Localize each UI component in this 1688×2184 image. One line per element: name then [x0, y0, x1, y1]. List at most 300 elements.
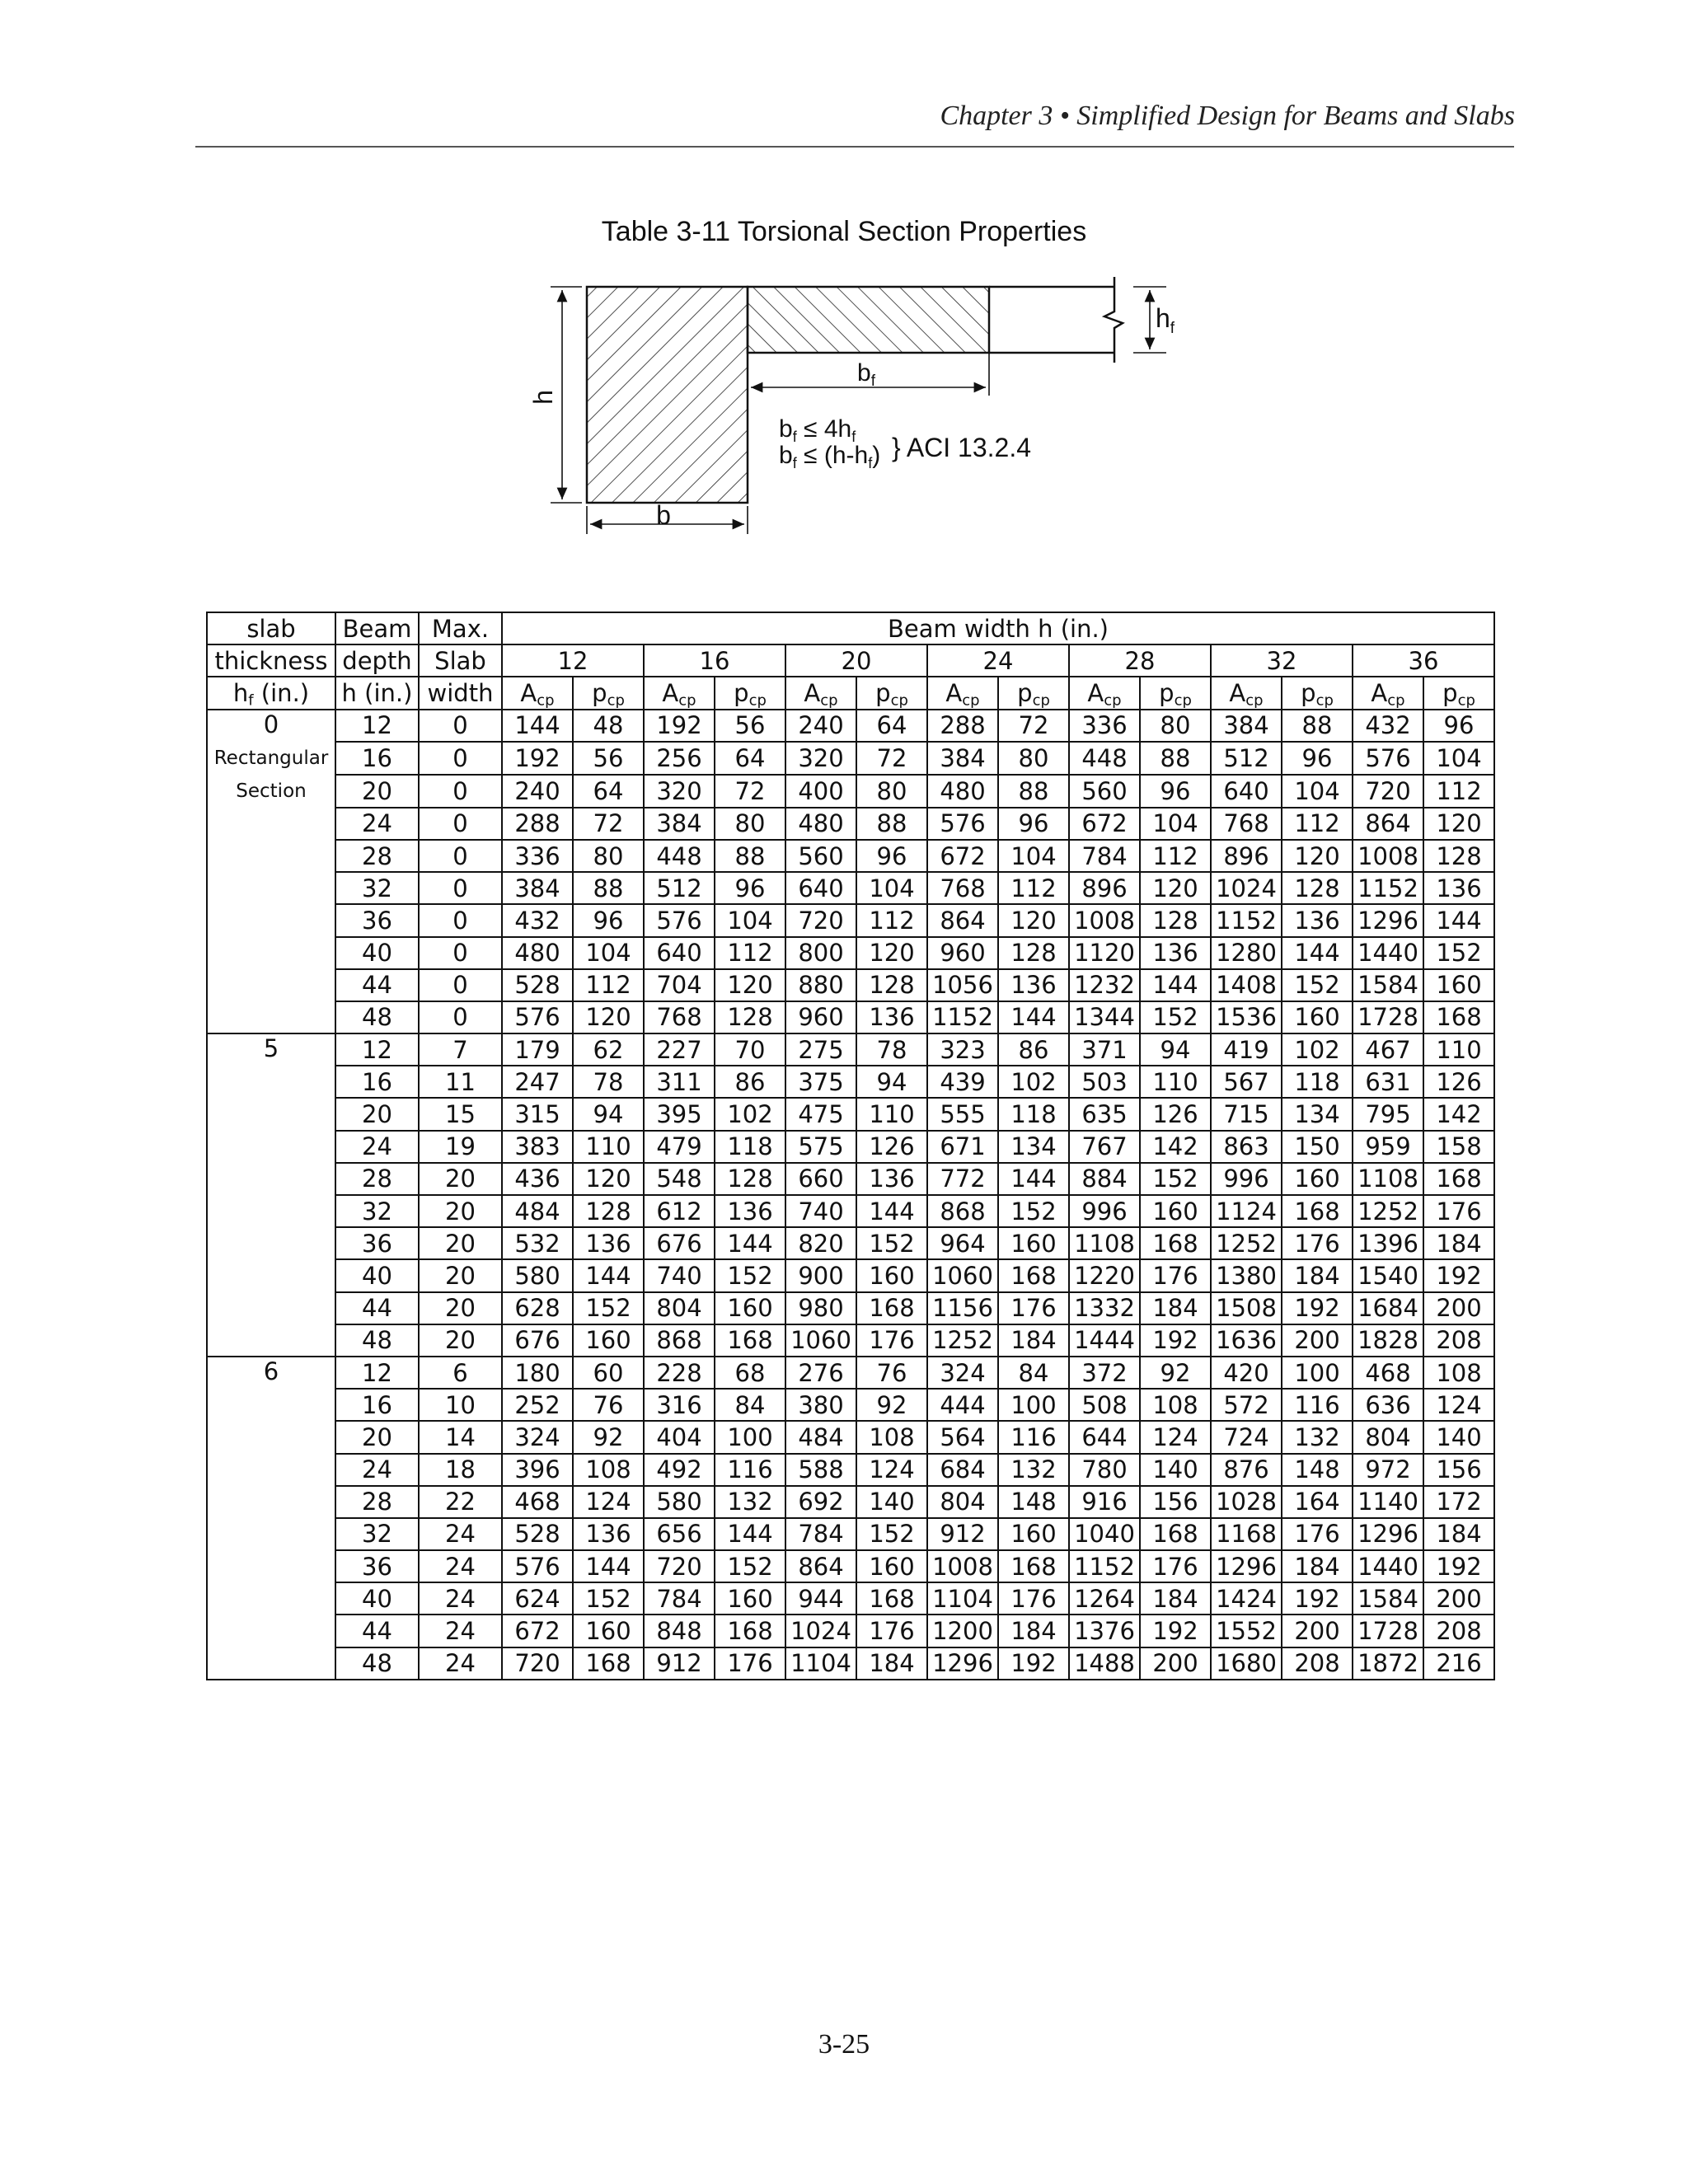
table-row: [207, 1615, 1494, 1647]
hf-label: $h_f$: [1156, 303, 1175, 337]
acp-cell: 772: [927, 1163, 998, 1195]
pcp-cell: 144: [998, 1001, 1069, 1033]
max-slab-width-cell: 24: [419, 1550, 502, 1582]
beam-depth-cell: 48: [335, 1001, 419, 1033]
beam-depth-cell: 44: [335, 1615, 419, 1647]
acp-cell: 1056: [927, 969, 998, 1001]
pcp-cell: 184: [1423, 1227, 1494, 1259]
pcp-cell: 136: [856, 1163, 927, 1195]
acp-cell: 631: [1353, 1066, 1423, 1098]
acp-cell: 572: [1211, 1389, 1282, 1421]
pcp-cell: 144: [1140, 969, 1211, 1001]
pcp-cell: 168: [715, 1615, 785, 1647]
acp-cell: 1152: [1211, 904, 1282, 936]
table-title: Table 3-11 Torsional Section Properties: [601, 216, 1087, 247]
slab-thickness-cell: [207, 1324, 335, 1357]
acp-cell: 1152: [1069, 1550, 1140, 1582]
header-acp: $A_{cp}$: [1353, 677, 1423, 709]
acp-cell: 384: [644, 808, 715, 840]
max-slab-width-cell: 20: [419, 1259, 502, 1291]
beam-depth-cell: 20: [335, 1098, 419, 1130]
beam-depth-cell: 28: [335, 840, 419, 872]
pcp-cell: 64: [573, 775, 644, 808]
acp-cell: 1408: [1211, 969, 1282, 1001]
table-row: [207, 710, 1494, 742]
pcp-cell: 72: [856, 742, 927, 775]
header-max-slab: Slab: [419, 644, 502, 677]
acp-cell: 228: [644, 1357, 715, 1389]
slab-thickness-cell: [207, 1033, 335, 1066]
acp-cell: 336: [502, 840, 573, 872]
b-label: b: [656, 500, 671, 530]
max-slab-width-cell: 7: [419, 1033, 502, 1066]
pcp-cell: 152: [573, 1582, 644, 1615]
header-acp: $A_{cp}$: [502, 677, 573, 709]
pcp-cell: 168: [1423, 1001, 1494, 1033]
pcp-cell: 120: [573, 1001, 644, 1033]
table-row: [207, 808, 1494, 840]
acp-cell: 179: [502, 1033, 573, 1066]
header-row-3: [207, 677, 1494, 709]
pcp-cell: 100: [1282, 1357, 1353, 1389]
acp-cell: 420: [1211, 1357, 1282, 1389]
pcp-cell: 128: [1423, 840, 1494, 872]
max-slab-width-cell: 24: [419, 1647, 502, 1680]
acp-cell: 1028: [1211, 1486, 1282, 1518]
table-row: [207, 1647, 1494, 1680]
table-row: [207, 1421, 1494, 1453]
table-row: [207, 1259, 1494, 1291]
pcp-cell: 200: [1423, 1582, 1494, 1615]
pcp-cell: 88: [998, 775, 1069, 808]
break-line: [1104, 277, 1123, 363]
table-row: [207, 904, 1494, 936]
acp-cell: 1060: [927, 1259, 998, 1291]
pcp-cell: 136: [856, 1001, 927, 1033]
pcp-cell: 96: [998, 808, 1069, 840]
header-width-28: 28: [1069, 644, 1211, 677]
acp-cell: 720: [644, 1550, 715, 1582]
running-head: Chapter 3 • Simplified Design for Beams and Slabs: [940, 101, 1515, 131]
pcp-cell: 184: [856, 1647, 927, 1680]
acp-cell: 864: [927, 904, 998, 936]
pcp-cell: 126: [1423, 1066, 1494, 1098]
slab-thickness-cell: [207, 937, 335, 969]
beam-depth-cell: 12: [335, 1033, 419, 1066]
pcp-cell: 184: [1140, 1582, 1211, 1615]
pcp-cell: 160: [856, 1550, 927, 1582]
acp-cell: 383: [502, 1131, 573, 1163]
pcp-cell: 208: [1423, 1324, 1494, 1357]
pcp-cell: 124: [856, 1454, 927, 1486]
pcp-cell: 152: [856, 1227, 927, 1259]
acp-cell: 588: [785, 1454, 856, 1486]
max-slab-width-cell: 22: [419, 1486, 502, 1518]
pcp-cell: 152: [1423, 937, 1494, 969]
max-slab-width-cell: 24: [419, 1518, 502, 1550]
acp-cell: 740: [644, 1259, 715, 1291]
pcp-cell: 132: [715, 1486, 785, 1518]
table-row: [207, 1518, 1494, 1550]
pcp-cell: 152: [715, 1550, 785, 1582]
pcp-cell: 126: [856, 1131, 927, 1163]
pcp-cell: 88: [715, 840, 785, 872]
acp-cell: 324: [502, 1421, 573, 1453]
pcp-cell: 72: [998, 710, 1069, 742]
pcp-cell: 94: [1140, 1033, 1211, 1066]
beam-depth-cell: 28: [335, 1163, 419, 1195]
acp-cell: 684: [927, 1454, 998, 1486]
acp-cell: 503: [1069, 1066, 1140, 1098]
pcp-cell: 208: [1282, 1647, 1353, 1680]
pcp-cell: 110: [1140, 1066, 1211, 1098]
acp-cell: 1296: [1211, 1550, 1282, 1582]
header-row-1: [207, 612, 1494, 644]
flange-limit-eq1: $b_f \le 4h_f$: [779, 415, 856, 445]
pcp-cell: 136: [1423, 872, 1494, 904]
acp-cell: 567: [1211, 1066, 1282, 1098]
acp-cell: 555: [927, 1098, 998, 1130]
acp-cell: 492: [644, 1454, 715, 1486]
pcp-cell: 102: [715, 1098, 785, 1130]
max-slab-width-cell: 19: [419, 1131, 502, 1163]
acp-cell: 1508: [1211, 1292, 1282, 1324]
acp-cell: 580: [502, 1259, 573, 1291]
acp-cell: 628: [502, 1292, 573, 1324]
pcp-cell: 160: [998, 1227, 1069, 1259]
acp-cell: 1396: [1353, 1227, 1423, 1259]
beam-depth-cell: 12: [335, 710, 419, 742]
acp-cell: 876: [1211, 1454, 1282, 1486]
max-slab-width-cell: 20: [419, 1292, 502, 1324]
header-width-16: 16: [644, 644, 785, 677]
header-width-20: 20: [785, 644, 927, 677]
header-beam-depth: Beam: [335, 612, 419, 644]
pcp-cell: 144: [998, 1163, 1069, 1195]
header-pcp: $p_{cp}$: [1282, 677, 1353, 709]
acp-cell: 1008: [1069, 904, 1140, 936]
acp-cell: 468: [1353, 1357, 1423, 1389]
slab-thickness-cell: [207, 1259, 335, 1291]
pcp-cell: 108: [1423, 1357, 1494, 1389]
pcp-cell: 132: [1282, 1421, 1353, 1453]
slab-thickness-cell: [207, 1615, 335, 1647]
acp-cell: 804: [644, 1292, 715, 1324]
pcp-cell: 142: [1140, 1131, 1211, 1163]
acp-cell: 1552: [1211, 1615, 1282, 1647]
pcp-cell: 156: [1140, 1486, 1211, 1518]
acp-cell: 560: [1069, 775, 1140, 808]
acp-cell: 640: [1211, 775, 1282, 808]
pcp-cell: 152: [1282, 969, 1353, 1001]
pcp-cell: 118: [1282, 1066, 1353, 1098]
acp-cell: 315: [502, 1098, 573, 1130]
pcp-cell: 104: [856, 872, 927, 904]
pcp-cell: 184: [1282, 1259, 1353, 1291]
pcp-cell: 76: [856, 1357, 927, 1389]
acp-cell: 384: [927, 742, 998, 775]
beam-depth-cell: 32: [335, 1195, 419, 1227]
acp-cell: 804: [1353, 1421, 1423, 1453]
acp-cell: 448: [1069, 742, 1140, 775]
acp-cell: 1296: [1353, 1518, 1423, 1550]
acp-cell: 227: [644, 1033, 715, 1066]
beam-depth-cell: 36: [335, 1227, 419, 1259]
acp-cell: 636: [1353, 1389, 1423, 1421]
pcp-cell: 64: [856, 710, 927, 742]
beam-depth-cell: 28: [335, 1486, 419, 1518]
acp-cell: 400: [785, 775, 856, 808]
pcp-cell: 128: [1140, 904, 1211, 936]
pcp-cell: 92: [856, 1389, 927, 1421]
pcp-cell: 168: [998, 1550, 1069, 1582]
acp-cell: 1060: [785, 1324, 856, 1357]
pcp-cell: 144: [715, 1227, 785, 1259]
pcp-cell: 128: [573, 1195, 644, 1227]
acp-cell: 1636: [1211, 1324, 1282, 1357]
acp-cell: 316: [644, 1389, 715, 1421]
acp-cell: 1108: [1353, 1163, 1423, 1195]
beam-depth-cell: 36: [335, 904, 419, 936]
pcp-cell: 72: [715, 775, 785, 808]
table-row: [207, 1066, 1494, 1098]
acp-cell: 784: [644, 1582, 715, 1615]
acp-cell: 1008: [927, 1550, 998, 1582]
pcp-cell: 140: [1423, 1421, 1494, 1453]
beam-depth-cell: 32: [335, 872, 419, 904]
max-slab-width-cell: 24: [419, 1582, 502, 1615]
slab-thickness-cell: [207, 1195, 335, 1227]
pcp-cell: 168: [998, 1259, 1069, 1291]
slab-thickness-cell: [207, 1001, 335, 1033]
pcp-cell: 160: [715, 1582, 785, 1615]
slab-thickness-cell: [207, 1486, 335, 1518]
acp-cell: 320: [785, 742, 856, 775]
acp-cell: 479: [644, 1131, 715, 1163]
pcp-cell: 102: [998, 1066, 1069, 1098]
pcp-cell: 110: [856, 1098, 927, 1130]
pcp-cell: 144: [715, 1518, 785, 1550]
acp-cell: 1444: [1069, 1324, 1140, 1357]
aci-reference: } ACI 13.2.4: [892, 433, 1032, 462]
table-row: [207, 1001, 1494, 1033]
beam-depth-cell: 20: [335, 775, 419, 808]
acp-cell: 896: [1211, 840, 1282, 872]
pcp-cell: 104: [1282, 775, 1353, 808]
pcp-cell: 86: [998, 1033, 1069, 1066]
acp-cell: 256: [644, 742, 715, 775]
pcp-cell: 96: [715, 872, 785, 904]
pcp-cell: 120: [573, 1163, 644, 1195]
slab-thickness-cell: [207, 1454, 335, 1486]
slab-thickness-cell: [207, 904, 335, 936]
acp-cell: 240: [785, 710, 856, 742]
acp-cell: 467: [1353, 1033, 1423, 1066]
acp-cell: 432: [1353, 710, 1423, 742]
pcp-cell: 160: [998, 1518, 1069, 1550]
pcp-cell: 86: [715, 1066, 785, 1098]
acp-cell: 912: [644, 1647, 715, 1680]
pcp-cell: 126: [1140, 1098, 1211, 1130]
acp-cell: 1344: [1069, 1001, 1140, 1033]
acp-cell: 868: [927, 1195, 998, 1227]
header-max-slab: Max.: [419, 612, 502, 644]
acp-cell: 576: [927, 808, 998, 840]
acp-cell: 528: [502, 1518, 573, 1550]
acp-cell: 896: [1069, 872, 1140, 904]
table-row: [207, 1389, 1494, 1421]
acp-cell: 800: [785, 937, 856, 969]
acp-cell: 336: [1069, 710, 1140, 742]
acp-cell: 1200: [927, 1615, 998, 1647]
pcp-cell: 78: [573, 1066, 644, 1098]
acp-cell: 1584: [1353, 969, 1423, 1001]
slab-thickness-cell: [207, 872, 335, 904]
slab-thickness-value: 0: [263, 710, 279, 738]
slab-thickness-cell: [207, 742, 335, 775]
beam-depth-cell: 24: [335, 1131, 419, 1163]
pcp-cell: 120: [998, 904, 1069, 936]
acp-cell: 384: [1211, 710, 1282, 742]
acp-cell: 676: [502, 1324, 573, 1357]
header-acp: $A_{cp}$: [644, 677, 715, 709]
pcp-cell: 142: [1423, 1098, 1494, 1130]
max-slab-width-cell: 0: [419, 1001, 502, 1033]
pcp-cell: 104: [715, 904, 785, 936]
acp-cell: 1296: [927, 1647, 998, 1680]
pcp-cell: 136: [573, 1518, 644, 1550]
table-row: [207, 1195, 1494, 1227]
acp-cell: 192: [502, 742, 573, 775]
pcp-cell: 176: [1140, 1550, 1211, 1582]
acp-cell: 560: [785, 840, 856, 872]
pcp-cell: 60: [573, 1357, 644, 1389]
slab-thickness-cell: [207, 775, 335, 808]
pcp-cell: 168: [856, 1582, 927, 1615]
acp-cell: 576: [502, 1550, 573, 1582]
slab-thickness-cell: [207, 969, 335, 1001]
acp-cell: 960: [785, 1001, 856, 1033]
pcp-cell: 104: [573, 937, 644, 969]
pcp-cell: 136: [715, 1195, 785, 1227]
slab-thickness-value: 5: [263, 1034, 279, 1063]
acp-cell: 475: [785, 1098, 856, 1130]
acp-cell: 532: [502, 1227, 573, 1259]
header-rule: [195, 146, 1514, 148]
acp-cell: 576: [1353, 742, 1423, 775]
pcp-cell: 116: [998, 1421, 1069, 1453]
web-area: [587, 287, 748, 503]
pcp-cell: 152: [573, 1292, 644, 1324]
pcp-cell: 88: [856, 808, 927, 840]
acp-cell: 564: [927, 1421, 998, 1453]
header-beam-depth: depth: [335, 644, 419, 677]
header-pcp: $p_{cp}$: [856, 677, 927, 709]
max-slab-width-cell: 0: [419, 872, 502, 904]
pcp-cell: 48: [573, 710, 644, 742]
acp-cell: 144: [502, 710, 573, 742]
acp-cell: 1252: [927, 1324, 998, 1357]
beam-depth-cell: 12: [335, 1357, 419, 1389]
acp-cell: 624: [502, 1582, 573, 1615]
pcp-cell: 144: [573, 1550, 644, 1582]
pcp-cell: 104: [1423, 742, 1494, 775]
pcp-cell: 120: [1282, 840, 1353, 872]
slab-thickness-cell: [207, 1227, 335, 1259]
pcp-cell: 100: [998, 1389, 1069, 1421]
pcp-cell: 110: [1423, 1033, 1494, 1066]
header-pcp: $p_{cp}$: [1140, 677, 1211, 709]
page-number: 3-25: [818, 2029, 870, 2060]
pcp-cell: 152: [856, 1518, 927, 1550]
acp-cell: 576: [644, 904, 715, 936]
slab-thickness-cell: [207, 1066, 335, 1098]
pcp-cell: 72: [573, 808, 644, 840]
pcp-cell: 80: [998, 742, 1069, 775]
pcp-cell: 120: [715, 969, 785, 1001]
pcp-cell: 144: [856, 1195, 927, 1227]
pcp-cell: 116: [715, 1454, 785, 1486]
slab-note: Rectangular: [213, 747, 329, 769]
acp-cell: 439: [927, 1066, 998, 1098]
pcp-cell: 70: [715, 1033, 785, 1066]
pcp-cell: 160: [1423, 969, 1494, 1001]
beam-depth-cell: 48: [335, 1324, 419, 1357]
pcp-cell: 102: [1282, 1033, 1353, 1066]
acp-cell: 768: [644, 1001, 715, 1033]
pcp-cell: 92: [573, 1421, 644, 1453]
acp-cell: 820: [785, 1227, 856, 1259]
pcp-cell: 184: [998, 1615, 1069, 1647]
pcp-cell: 108: [856, 1421, 927, 1453]
t-beam-section-diagram: [528, 272, 1187, 552]
acp-cell: 916: [1069, 1486, 1140, 1518]
slab-thickness-cell: [207, 1389, 335, 1421]
pcp-cell: 78: [856, 1033, 927, 1066]
pcp-cell: 200: [1282, 1324, 1353, 1357]
acp-cell: 512: [644, 872, 715, 904]
acp-cell: 640: [785, 872, 856, 904]
pcp-cell: 136: [1140, 937, 1211, 969]
pcp-cell: 192: [1282, 1292, 1353, 1324]
header-width-12: 12: [502, 644, 644, 677]
slab-thickness-value: 6: [263, 1357, 279, 1385]
beam-depth-cell: 16: [335, 742, 419, 775]
pcp-cell: 136: [998, 969, 1069, 1001]
header-slab-thickness: $h_f$ (in.): [207, 677, 335, 709]
acp-cell: 1728: [1353, 1001, 1423, 1033]
acp-cell: 1536: [1211, 1001, 1282, 1033]
acp-cell: 375: [785, 1066, 856, 1098]
table-row: [207, 840, 1494, 872]
pcp-cell: 192: [1140, 1324, 1211, 1357]
max-slab-width-cell: 24: [419, 1615, 502, 1647]
table-row: [207, 1131, 1494, 1163]
acp-cell: 576: [502, 1001, 573, 1033]
slab-thickness-cell: [207, 710, 335, 742]
pcp-cell: 168: [1282, 1195, 1353, 1227]
table-row: [207, 1324, 1494, 1357]
acp-cell: 384: [502, 872, 573, 904]
acp-cell: 1220: [1069, 1259, 1140, 1291]
acp-cell: 1120: [1069, 937, 1140, 969]
acp-cell: 724: [1211, 1421, 1282, 1453]
max-slab-width-cell: 0: [419, 904, 502, 936]
pcp-cell: 124: [1423, 1389, 1494, 1421]
acp-cell: 240: [502, 775, 573, 808]
acp-cell: 672: [927, 840, 998, 872]
slab-thickness-cell: [207, 1582, 335, 1615]
